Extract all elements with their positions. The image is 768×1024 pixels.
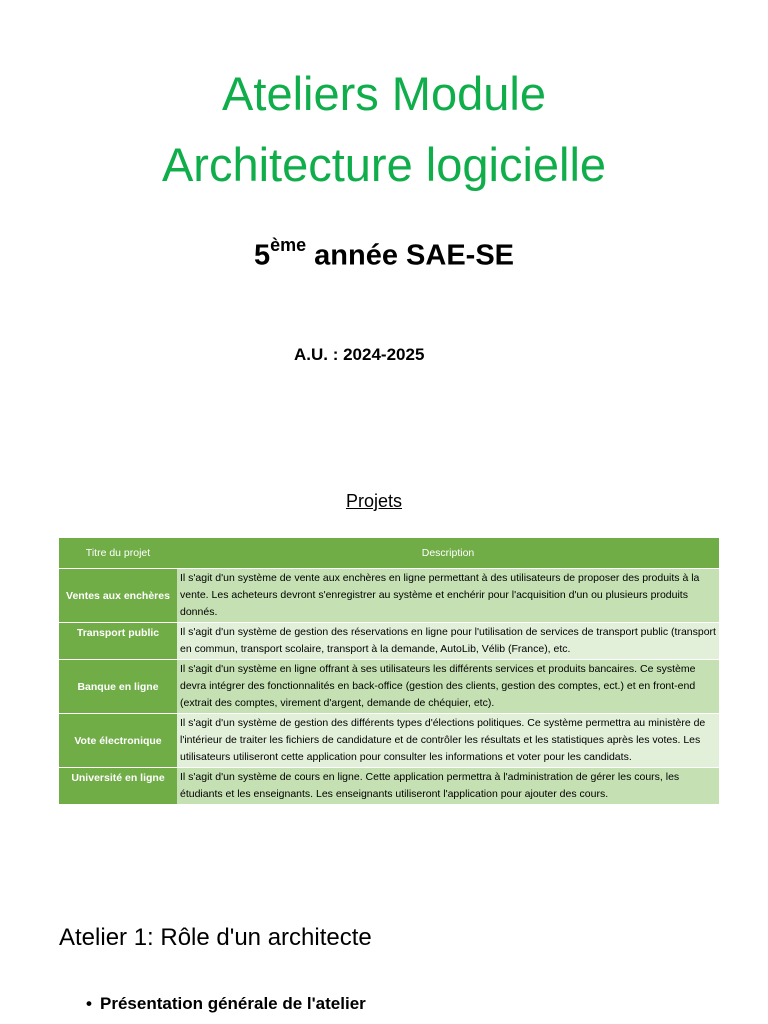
column-header-description: Description (177, 538, 719, 569)
document-title-line-1: Ateliers Module (222, 67, 546, 120)
projects-table (59, 538, 719, 804)
project-description-cell: Il s'agit d'un système de vente aux enchères en ligne permettant à des utilisateurs de proposer des produits à la vente. Les acheteurs devront s'enregistrer au système et enchérir pour l'acquisition d'un ou plusieurs produits donnés. (177, 569, 719, 623)
subtitle-superscript: ème (270, 235, 307, 255)
atelier-heading: Atelier 1: Rôle d'un architecte (59, 924, 372, 951)
project-description-cell: Il s'agit d'un système de gestion des réservations en ligne pour l'utilisation de services de transport public (transport en commun, transport scolaire, transport à la demande, AutoLib, Vélib (France), etc. (177, 623, 719, 660)
projects-heading: Projets (345, 491, 403, 511)
project-title-cell: Vote électronique (59, 714, 177, 768)
project-title-cell: Université en ligne (59, 768, 177, 805)
project-description-cell: Il s'agit d'un système de cours en ligne. Cette application permettra à l'administration de gérer les cours, les étudiants et les enseignants. Les enseignants utiliseront l'application pour ajouter des cours. (177, 768, 719, 805)
academic-year: A.U. : 2024-2025 (294, 345, 425, 364)
column-header-title: Titre du projet (59, 538, 177, 569)
table-row (59, 714, 719, 768)
table-header-row (59, 538, 719, 569)
project-title-cell: Ventes aux enchères (59, 569, 177, 623)
document-subtitle (0, 228, 768, 276)
subtitle-number: 5 (253, 239, 271, 272)
project-description-cell: Il s'agit d'un système en ligne offrant à ses utilisateurs les différents services et produits bancaires. Ce système devra intégrer des fonctionnalités en back-office (gestion des clients, gestion des comptes, ect.) et en front-end (extrait des comptes, virement d'argent, demande de chéquier, etc). (177, 660, 719, 714)
bullet-item-text: Présentation générale de l'atelier (100, 994, 366, 1013)
subtitle-rest: année SAE-SE (306, 239, 515, 272)
table-row (59, 569, 719, 623)
bullet-list-item (86, 994, 366, 1014)
bullet-icon: • (86, 994, 92, 1013)
project-description-cell: Il s'agit d'un système de gestion des différents types d'élections politiques. Ce système permettra au ministère de l'intérieur de traiter les fichiers de candidature et de contrôler les résultats et les statistiques après les votes. Les utilisateurs utiliseront cette application pour consulter les informations et voter pour les candidats. (177, 714, 719, 768)
project-title-cell: Banque en ligne (59, 660, 177, 714)
project-title-cell: Transport public (59, 623, 177, 660)
table-row (59, 623, 719, 660)
table-row (59, 660, 719, 714)
table-row (59, 768, 719, 805)
document-title-line-2: Architecture logicielle (161, 138, 607, 191)
